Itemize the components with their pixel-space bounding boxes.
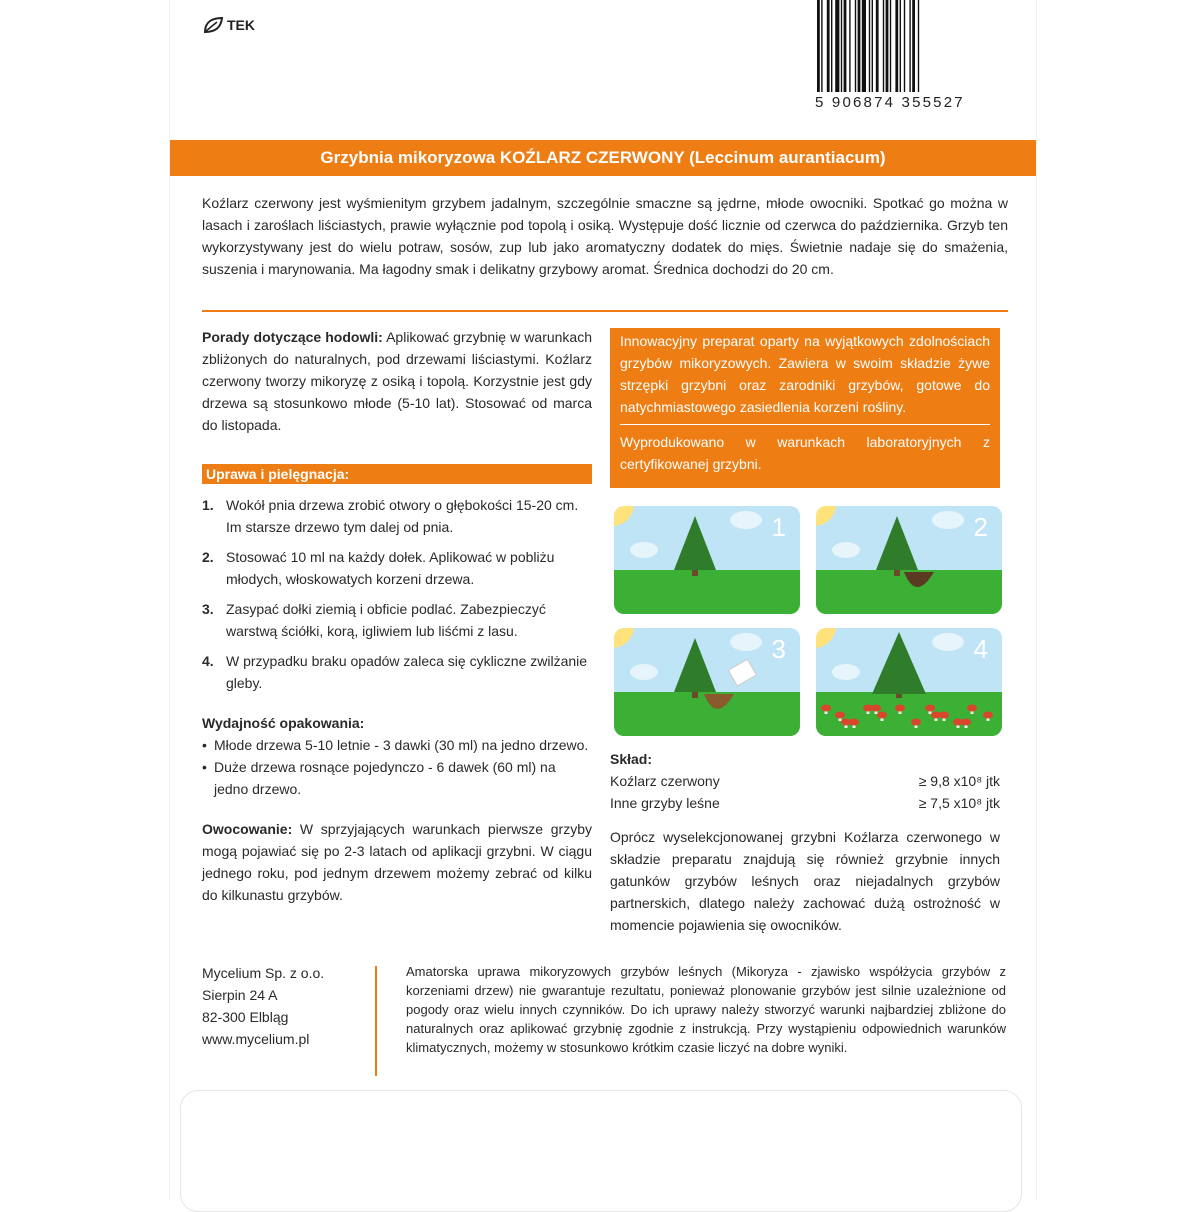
step-item (202, 546, 592, 590)
packet-back (170, 0, 1036, 1200)
step-number: 3. (202, 601, 214, 617)
list-item (202, 734, 592, 756)
bullet-icon: • (202, 737, 207, 753)
illustration-step-4 (816, 628, 1002, 736)
step-text: Stosować 10 ml na każdy dołek. Aplikować w pobliżu młodych, włoskowatych korzeni drzewa. (226, 549, 555, 587)
step-number: 4. (202, 653, 214, 669)
tile-number: 2 (973, 512, 988, 542)
brand-name: TEK (227, 17, 255, 33)
company-address (202, 962, 392, 1050)
left-column (202, 326, 592, 906)
uprawa-steps (202, 494, 592, 694)
instruction-illustrations (614, 506, 1000, 736)
uprawa-heading: Uprawa i pielęgnacja: (202, 464, 592, 484)
bullet-icon: • (202, 759, 207, 775)
barcode-bars (815, 0, 980, 92)
info-box-lab-text: Wyprodukowano w warunkach laboratoryjnych z certyfikowanej grzybni. (620, 434, 990, 472)
info-box-text: Innowacyjny preparat oparty na wyjątkowych zdolnościach grzybów mikoryzowych. Zawiera w swoim składzie żywe strzępki grzybni oraz zarodniki grzybów, gotowe do natychmiastowego zasiedlenia korzeni rośliny. (620, 333, 990, 415)
info-box (610, 328, 1000, 488)
tile-number: 3 (771, 634, 786, 664)
blank-label-area (180, 1090, 1022, 1212)
step-text: Zasypać dołki ziemią i obficie podlać. Zabezpieczyć warstwą ściółki, korą, igliwiem lub liśćmi z lasu. (226, 601, 546, 639)
composition-name: Inne grzyby leśne (610, 795, 720, 811)
composition-value: ≥ 7,5 x10⁸ jtk (918, 795, 1000, 811)
illustration-step-3 (614, 628, 800, 736)
step-text: W przypadku braku opadów zaleca się cykliczne zwilżanie gleby. (226, 653, 588, 691)
barcode (815, 0, 980, 111)
porady-label: Porady dotyczące hodowli: (202, 329, 383, 345)
list-item-text: Młode drzewa 5-10 letnie - 3 dawki (30 ml) na jedno drzewo. (214, 737, 589, 753)
composition-name: Koźlarz czerwony (610, 773, 720, 789)
extra-info: Oprócz wyselekcjonowanej grzybni Koźlarza czerwonego w składzie preparatu znajdują się również grzybnie innych gatunków grzybów leśnych oraz niejadalnych grzybów partnerskich, dlatego należy zachować dużą ostrożność w momencie pojawienia się owocników. (610, 829, 1000, 933)
disclaimer: Amatorska uprawa mikoryzowych grzybów leśnych (Mikoryza - zjawisko współżycia grzybów z korzeniami drzew) nie gwarantuje rezultatu, ponieważ plonowanie grzybów jest silnie uzależnione od pogody oraz wielu innych czynników. Do ich uprawy należy stworzyć warunki najbardziej zbliżone do naturalnych oraz aplikować grzybnię zgodnie z instrukcją. Przy wystąpieniu odpowiednich warunków klimatycznych, możemy w stosunkowo krótkim czasie liczyć na dobre wyniki. (406, 964, 1006, 1055)
porady-paragraph (202, 326, 592, 436)
composition-row (610, 770, 1000, 792)
step-text: Wokół pnia drzewa zrobić otwory o głębokości 15-20 cm. Im starsze drzewo tym dalej od pnia. (226, 497, 579, 535)
tile-number: 4 (973, 634, 988, 664)
right-column (610, 328, 1000, 936)
step-item (202, 650, 592, 694)
composition (610, 748, 1000, 814)
composition-heading: Skład: (610, 751, 653, 767)
porady-text: Aplikować grzybnię w warunkach zbliżonych do naturalnych, pod drzewami liściastymi. Koźlarz czerwony tworzy mikoryzę z osiką i topolą. Korzystnie jest gdy drzewa są stosunkowo młode (5-10 lat). Stosować od marca do listopada. (202, 329, 593, 433)
step-item (202, 494, 592, 538)
composition-value: ≥ 9,8 x10⁸ jtk (918, 773, 1000, 789)
intro-text: Koźlarz czerwony jest wyśmienitym grzybem jadalnym, szczególnie smaczne są jędrne, młode owocniki. Spotkać go można w lasach i zaroślach liściastych, prawie wyłącznie pod topolą i osiką. Występuje dość licznie od czerwca do października. Grzyb ten wykorzystywany jest do wielu potraw, sosów, zup lub jako aromatyczny dodatek do mięs. Świetnie nadaje się do smażenia, suszenia i marynowania. Ma łagodny smak i delikatny grzybowy aromat. Średnica dochodzi do 20 cm. (202, 195, 1008, 277)
list-item (202, 756, 592, 800)
info-box-divider (620, 424, 990, 425)
product-title: Grzybnia mikoryzowa KOŹLARZ CZERWONY (Leccinum aurantiacum) (170, 140, 1036, 176)
wydajnosc-heading: Wydajność opakowania: (202, 715, 365, 731)
address-divider (375, 966, 377, 1076)
owocowanie-text: W sprzyjających warunkach pierwsze grzyby mogą pojawiać się po 2-3 latach od aplikacji grzybni. W ciągu jednego roku, pod jednym drzewem możemy zebrać od kilku do kilkunastu grzybów. (202, 821, 592, 903)
step-number: 2. (202, 549, 214, 565)
barcode-digits: 5 906874 355527 (815, 94, 965, 111)
step-number: 1. (202, 497, 214, 513)
list-item-text: Duże drzewa rosnące pojedynczo - 6 dawek (60 ml) na jedno drzewo. (214, 759, 556, 797)
company-name: Mycelium Sp. z o.o. (202, 965, 325, 981)
orange-divider (202, 310, 1008, 312)
brand-logo (202, 16, 255, 34)
step-item (202, 598, 592, 642)
wydajnosc-list (202, 734, 592, 800)
tile-number: 1 (771, 512, 786, 542)
company-city: 82-300 Elbląg (202, 1009, 289, 1025)
composition-row (610, 792, 1000, 814)
leaf-icon (202, 16, 224, 34)
owocowanie-label: Owocowanie: (202, 821, 293, 837)
illustration-step-1 (614, 506, 800, 614)
company-street: Sierpin 24 A (202, 987, 278, 1003)
illustration-step-2 (816, 506, 1002, 614)
company-website: www.mycelium.pl (202, 1031, 310, 1047)
owocowanie-paragraph (202, 818, 592, 906)
